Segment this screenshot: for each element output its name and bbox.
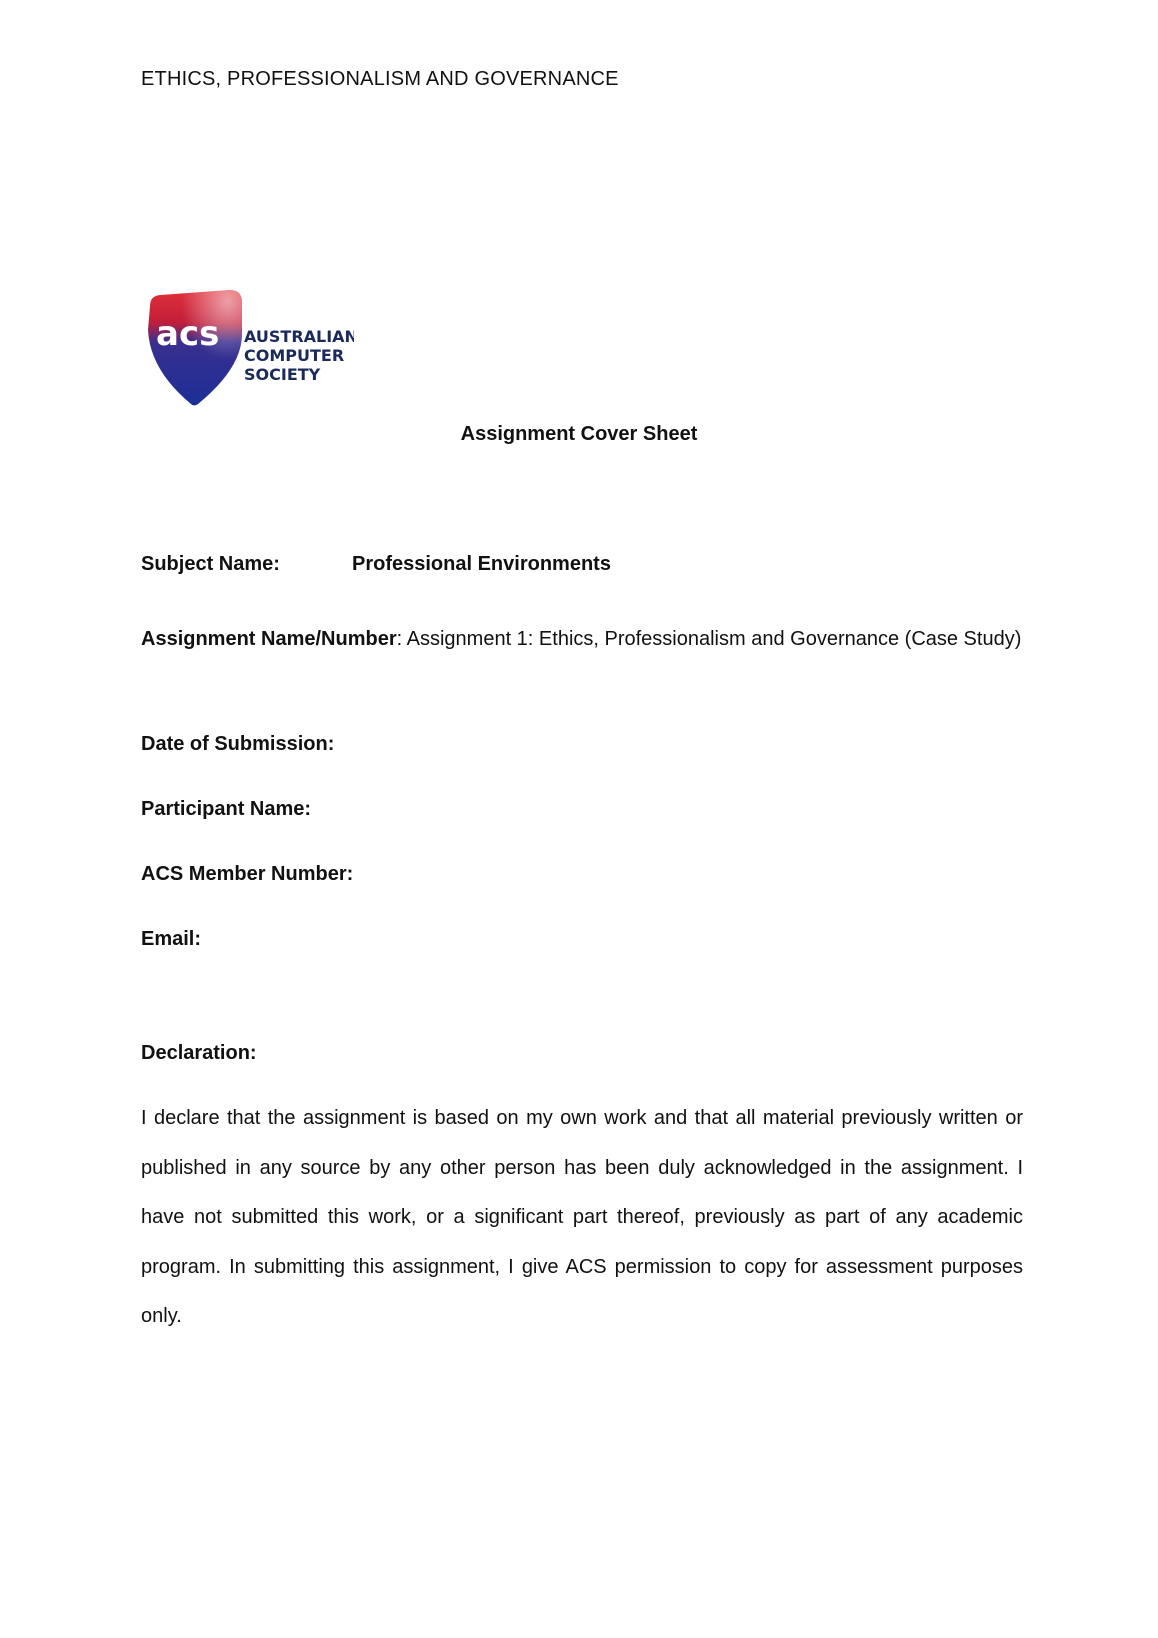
acs-logo: [144, 290, 354, 408]
logo-line-2: COMPUTER: [244, 346, 345, 365]
acs-shield-icon: [144, 290, 354, 408]
assignment-name-field: [141, 615, 1023, 664]
participant-name-label: Participant Name:: [141, 798, 312, 820]
assignment-name-value: : Assignment 1: Ethics, Professionalism and Governance (Case Study): [396, 628, 1022, 650]
assignment-name-label: Assignment Name/Number: [141, 628, 397, 650]
declaration-text: I declare that the assignment is based on my own work and that all material previously written or published in any source by any other person has been duly acknowledged in the assignment. I have not submitted this work, or a significant part thereof, previously as part of any academic program. In submitting this assignment, I give ACS permission to copy for assessment purposes only.: [141, 1107, 1023, 1327]
subject-name-value: Professional Environments: [352, 553, 611, 575]
logo-line-3: SOCIETY: [244, 365, 321, 384]
cover-sheet-title-text: Assignment Cover Sheet: [460, 423, 698, 445]
email-label: Email:: [141, 928, 202, 950]
running-header: ETHICS, PROFESSIONALISM AND GOVERNANCE: [141, 68, 619, 90]
acs-member-number-label: ACS Member Number:: [141, 863, 354, 885]
logo-line-1: AUSTRALIAN: [244, 327, 354, 346]
cover-sheet-title: [0, 423, 1158, 446]
logo-acronym: acs: [156, 314, 220, 354]
declaration-heading: Declaration:: [141, 1042, 257, 1064]
subject-name-label: Subject Name:: [141, 553, 280, 575]
date-of-submission-label: Date of Submission:: [141, 733, 335, 755]
